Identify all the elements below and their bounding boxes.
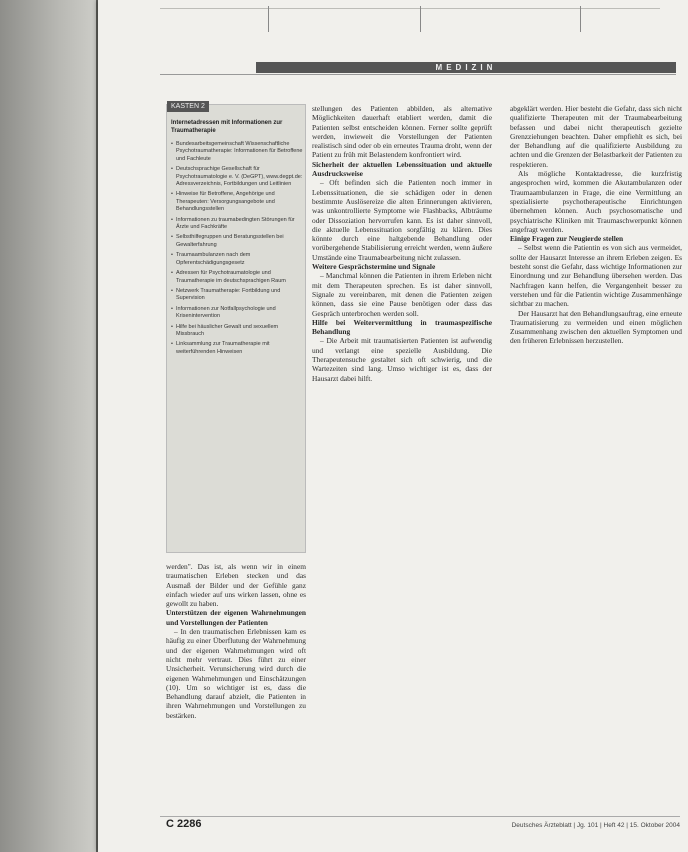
box-title: Internetadressen mit Informationen zur Traumatherapie — [171, 120, 283, 134]
crop-mark — [580, 6, 581, 32]
top-rule — [160, 8, 660, 9]
paragraph: – Selbst wenn die Patientin es von sich aus vermeidet, sollte der Hausarzt Interesse an ihrem Erleben zeigen. Es besteht sonst die Gefahr, dass wichtige Informationen zur Einordnung und zur Behandlung übersehen werden. Das Nachfragen kann helfen, die Vergangenheit besser zu verstehen und für die Patientin wichtige Zusammenhänge sichtbar zu machen. — [510, 243, 682, 309]
page-number: C 2286 — [166, 818, 202, 830]
box-list-item: • Informationen zur Notfallpsychologie und Krisenintervention — [171, 306, 303, 321]
box-list-item: • Netzwerk Traumatherapie: Fortbildung und Supervision — [171, 288, 303, 303]
section-header: MEDIZIN — [256, 62, 676, 73]
journal-reference: Deutsches Ärzteblatt | Jg. 101 | Heft 42 | 15. Oktober 2004 — [511, 822, 680, 829]
paragraph: stellungen des Patienten abbilden, als alternative Möglichkeiten dauerhaft etabliert werden, damit die Patienten selbst entscheiden können. Ferner sollte geprüft werden, inwieweit die Vorstellungen der Patienten realistisch sind oder ob ein erneutes Trauma droht, wenn der Patient zu früh mit Belastendem konfrontiert wird. — [312, 104, 492, 160]
text-column-2 — [312, 104, 492, 383]
box-list-item: • Hilfe bei häuslicher Gewalt und sexuellem Missbrauch — [171, 324, 303, 339]
paragraph: abgeklärt werden. Hier besteht die Gefahr, dass sich nicht qualifizierte Therapeuten mit der Traumabearbeitung befassen und dabei nicht therapeutisch gezielte Grenzziehungen beachten. Daher empfiehlt es sich, bei der Behandlung auf die qualifizierte Ausbildung zu achten und die Grenzen der Belastbarkeit der Patienten zu respektieren. — [510, 104, 682, 169]
header-rule — [160, 74, 676, 75]
paragraph: – Oft befinden sich die Patienten noch immer in Lebenssituationen, die sie schädigen oder in denen bestimmte Auslösereize die alten Erinnerungen aktivieren, was unkontrollierte Symptome wie Flashbacks, Albträume oder Dissoziation hervorrufen kann. Es ist daher sinnvoll, die aktuelle Lebenssituation sorgfältig zu klären. Dies könnte durch eine haltgebende Behandlung oder vorübergehende Stabilisierung erreicht werden, wenn äußere Umstände eine Traumabearbeitung nicht zulassen. — [312, 178, 492, 262]
paragraph: – Manchmal können die Patienten in ihrem Erleben nicht mit dem Therapeuten sprechen. Es ist daher sinnvoll, Signale zu vereinbaren, mit denen die Patienten zeigen können, dass sie eine Pause benötigen oder dass das Gespräch unterbrochen werden soll. — [312, 271, 492, 318]
footer-rule — [160, 816, 680, 817]
paragraph: Als mögliche Kontaktadresse, die kurzfristig angesprochen wird, kommen die Akutambulanzen oder Traumaambulanzen in Frage, die eine Vermittlung an spezialisierte psychotherapeutische Einrichtungen übernehmen können. Auch psychosomatische und psychiatrische Kliniken mit Traumaschwerpunkt können angefragt werden. — [510, 169, 682, 234]
scan-background — [0, 0, 100, 852]
text-column-3 — [510, 104, 682, 346]
crop-mark — [268, 6, 269, 32]
text-column-1 — [166, 562, 306, 720]
subheading: Hilfe bei Weitervermittlung in traumaspezifische Behandlung — [312, 317, 492, 337]
subheading: Sicherheit der aktuellen Lebenssituation und aktuelle Ausdrucksweise — [312, 159, 492, 179]
subheading: Unterstützen der eigenen Wahrnehmungen und Vorstellungen der Patienten — [166, 608, 306, 627]
paragraph: Der Hausarzt hat den Behandlungsauftrag, eine erneute Traumatisierung zu vermeiden und einen möglichen Zusammenhang zwischen den aktuellen Symptomen und den früheren Erlebnissen herzustellen. — [510, 308, 682, 346]
info-box — [166, 104, 306, 553]
paragraph: – In den traumatischen Erlebnissen kam es häufig zu einer Überflutung der Wahrnehmung und der eigenen Wahrnehmungen wird oft nicht mehr vertraut. Dies führt zu einer Unsicherheit. Verunsicherung wird durch die eigenen Wahrnehmungen und Einschätzungen (10). Um so wichtiger ist es, dass die Behandlung darauf abzielt, die Patienten in ihren Wahrnehmungen und Vorstellungen zu bestärken. — [166, 627, 306, 720]
subheading: Einige Fragen zur Neugierde stellen — [510, 234, 624, 244]
subheading: Weitere Gesprächstermine und Signale — [312, 262, 436, 272]
box-list — [171, 141, 303, 359]
box-list-item: • Bundesarbeitsgemeinschaft Wissenschaftliche Psychotraumatherapie: Informationen für Betroffene und Fachleute — [171, 141, 303, 163]
paragraph: werden". Das ist, als wenn wir in einem traumatischen Erleben stecken und das Ausmaß der Bilder und der Gefühle ganz einfach wieder auf uns wirken lassen, ohne es gewollt zu haben. — [166, 562, 306, 609]
box-list-item: • Informationen zu traumabedingten Störungen für Ärzte und Fachkräfte — [171, 217, 303, 232]
box-list-item: • Deutschsprachige Gesellschaft für Psychotraumatologie e. V. (DeGPT), www.degpt.de: Adressverzeichnis, Fortbildungen und Leitlinien — [171, 166, 303, 188]
box-list-item: • Linksammlung zur Traumatherapie mit weiterführenden Hinweisen — [171, 341, 303, 356]
box-list-item: • Hinweise für Betroffene, Angehörige und Therapeuten: Versorgungsangebote und Behandlungsstellen — [171, 191, 303, 213]
box-tag: KASTEN 2 — [167, 101, 209, 112]
crop-mark — [420, 6, 421, 32]
box-list-item: • Traumaambulanzen nach dem Opferentschädigungsgesetz — [171, 252, 303, 267]
box-list-item: • Selbsthilfegruppen und Beratungsstellen bei Gewalterfahrung — [171, 234, 303, 249]
box-list-item: • Adressen für Psychotraumatologie und Traumatherapie im deutschsprachigen Raum — [171, 270, 303, 285]
paragraph: – Die Arbeit mit traumatisierten Patienten ist aufwendig und verlangt eine spezielle Ausbildung. Die Therapeutensuche gestaltet sich oft schwierig, und die Wartezeiten sind lang. Umso wichtiger ist es, dass der Hausarzt dabei hilft. — [312, 336, 492, 383]
